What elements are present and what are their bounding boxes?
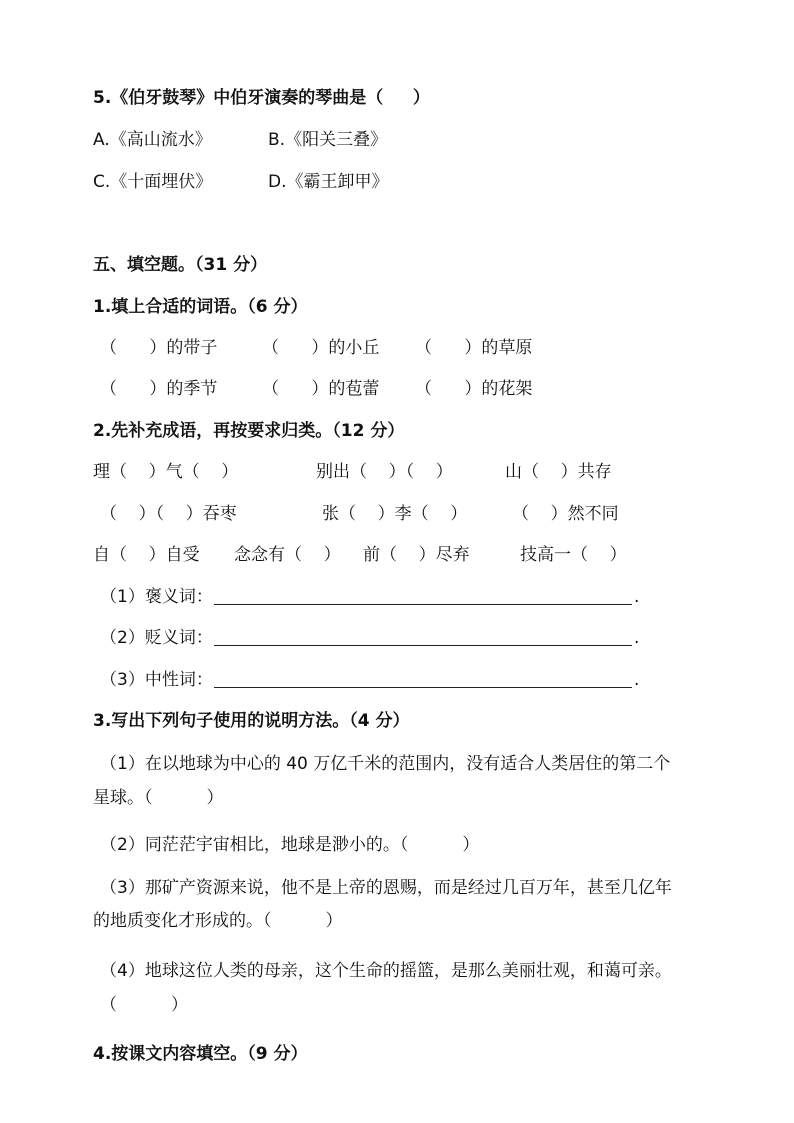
part-4-title: 4.按课文内容填空。（9 分） [93, 1044, 308, 1064]
line-end-period: . [634, 628, 640, 648]
answer-line[interactable] [214, 645, 632, 646]
sentence-3-line-2: 的地质变化才形成的。（ ） [93, 911, 343, 931]
answer-line[interactable] [214, 604, 632, 605]
idiom-item: （ ）然不同 [512, 504, 619, 524]
option-d: D.《霸王卸甲》 [268, 172, 389, 192]
category-label: （1）褒义词： [100, 587, 213, 607]
idiom-item: 自（ ）自受 [93, 545, 200, 565]
answer-line[interactable] [214, 687, 632, 688]
sentence-3-line-1: （3）那矿产资源来说，他不是上帝的恩赐，而是经过几百万年，甚至几亿年 [100, 878, 672, 898]
question-5-stem: 5.《伯牙鼓琴》中伯牙演奏的琴曲是（ ） [93, 88, 430, 108]
part-1-title: 1.填上合适的词语。（6 分） [93, 297, 308, 317]
part-2-title: 2.先补充成语，再按要求归类。（12 分） [93, 421, 405, 441]
option-c: C.《十面埋伏》 [93, 172, 213, 192]
sentence-4-line-1: （4）地球这位人类的母亲，这个生命的摇篮，是那么美丽壮观，和蔼可亲。 [100, 961, 672, 981]
category-label: （2）贬义词： [100, 628, 213, 648]
idiom-item: 山（ ）共存 [505, 462, 612, 482]
line-end-period: . [634, 670, 640, 690]
fill-item: （ ）的苞蕾 [262, 379, 380, 399]
fill-item: （ ）的季节 [100, 379, 218, 399]
option-b: B.《阳关三叠》 [268, 130, 388, 150]
sentence-4-line-2: （ ） [100, 995, 189, 1015]
idiom-item: 念念有（ ） [234, 545, 341, 565]
fill-item: （ ）的花架 [415, 379, 533, 399]
idiom-item: 张（ ）李（ ） [322, 504, 468, 524]
fill-item: （ ）的草原 [415, 338, 533, 358]
sentence-2: （2）同茫茫宇宙相比，地球是渺小的。（ ） [100, 835, 480, 855]
category-label: （3）中性词： [100, 670, 213, 690]
sentence-1-line-1: （1）在以地球为中心的 40 万亿千米的范围内，没有适合人类居住的第二个 [100, 754, 671, 774]
fill-item: （ ）的带子 [100, 338, 218, 358]
part-3-title: 3.写出下列句子使用的说明方法。（4 分） [93, 711, 410, 731]
idiom-item: 别出（ ）（ ） [316, 462, 453, 482]
option-a: A.《高山流水》 [93, 130, 212, 150]
section-title: 五、填空题。（31 分） [93, 255, 268, 275]
idiom-item: 理（ ）气（ ） [93, 462, 239, 482]
idiom-item: （ ）（ ）吞枣 [100, 504, 237, 524]
line-end-period: . [634, 587, 640, 607]
sentence-1-line-2: 星球。（ ） [93, 788, 224, 808]
idiom-item: 技高一（ ） [520, 545, 627, 565]
fill-item: （ ）的小丘 [262, 338, 380, 358]
idiom-item: 前（ ）尽弃 [363, 545, 470, 565]
